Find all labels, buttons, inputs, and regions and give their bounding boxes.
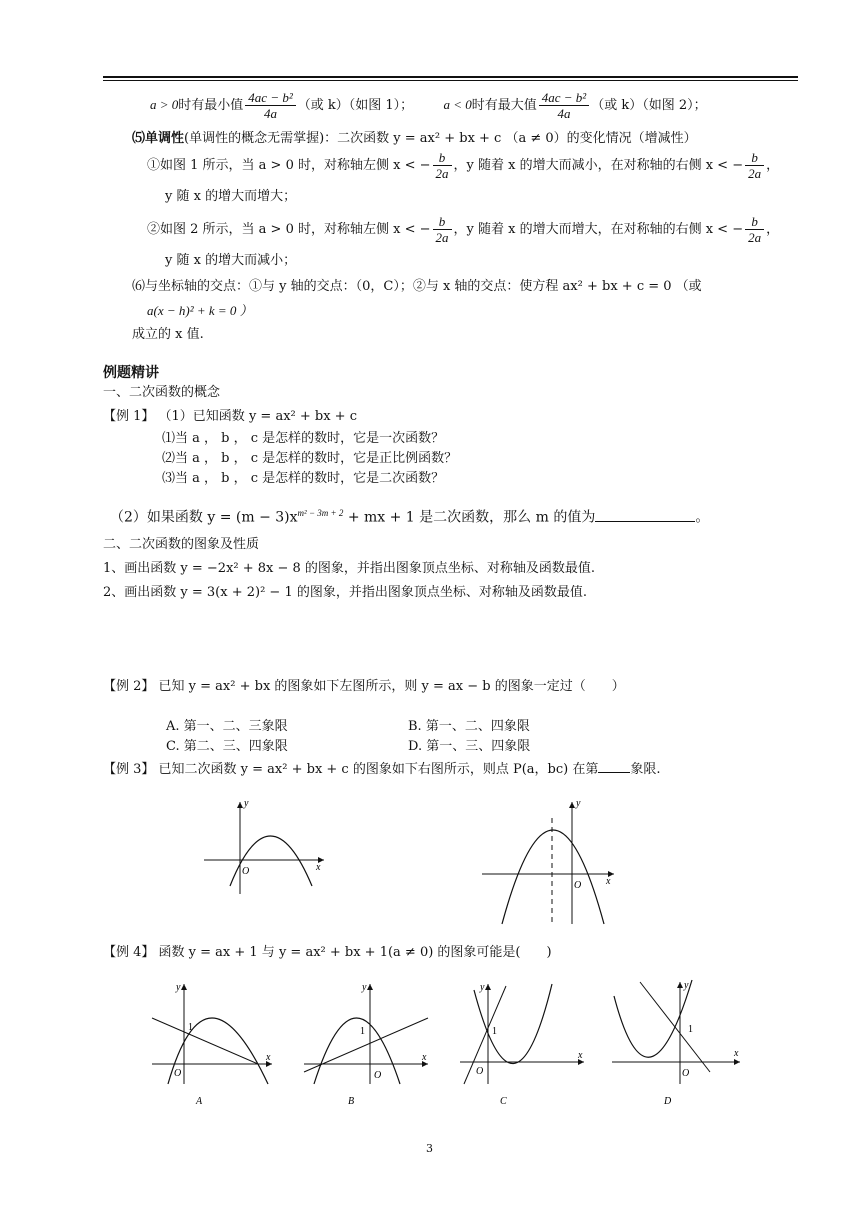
frac-2a-4: 2a — [748, 230, 762, 245]
figure-option-a[interactable] — [148, 980, 278, 1110]
option-label: C — [500, 1096, 507, 1107]
fraction-b-2a-3 — [433, 214, 452, 245]
fraction-b-2a — [433, 150, 452, 181]
mono1-text-d: y 随 x 的增大而增大； — [165, 189, 297, 204]
part1-title: 一、二次函数的概念 — [103, 385, 221, 400]
monotonic-line — [132, 130, 697, 148]
header-rule-thin — [103, 80, 798, 81]
header-rule — [103, 76, 798, 78]
mono2-text-d: y 随 x 的增大而减小； — [165, 253, 297, 268]
answer-blank-quadrant[interactable] — [598, 760, 630, 773]
ex1-p2-a: （2）如果函数 y = (m − 3)x — [110, 509, 298, 526]
figure-option-c[interactable] — [456, 980, 591, 1110]
parabola-curve — [168, 1018, 268, 1084]
frac-2a-2: 2a — [748, 166, 762, 181]
page-number: 3 — [426, 1142, 433, 1155]
origin-label: O — [242, 866, 250, 877]
figure-example3 — [478, 796, 628, 926]
y-label: y — [362, 982, 367, 993]
example1-head: 【例 1】 （1）已知函数 y = ax² + bx + c — [103, 409, 357, 424]
option-label: D — [664, 1096, 672, 1107]
option-label: A — [196, 1096, 203, 1107]
mono-case-2 — [147, 212, 779, 248]
x-label: x — [422, 1052, 427, 1063]
fraction-b-2a-2 — [745, 150, 764, 181]
y-label: y — [244, 798, 249, 809]
frac-b-2: b — [745, 150, 764, 166]
y-arrow-icon — [677, 982, 683, 988]
x-label: x — [266, 1052, 271, 1063]
y-label: y — [576, 798, 581, 809]
parabola-curve — [502, 830, 604, 924]
frac-b: b — [433, 150, 452, 166]
frac-b-3: b — [433, 214, 452, 230]
fraction-b-2a-4 — [745, 214, 764, 245]
parabola-curve — [474, 984, 552, 1064]
cond-a-neg: a < 0 — [443, 97, 472, 112]
frac-den: 4a — [264, 106, 278, 121]
task1: 1、画出函数 y = −2x² + 8x − 8 的图象，并指出图象顶点坐标、对称轴及函数最值. — [103, 561, 596, 576]
monotonic-rest: (单调性的概念无需掌握)：二次函数 y = ax² + bx + c （a ≠ 0）的变化情况（增减性） — [184, 131, 697, 146]
figure-option-d[interactable] — [608, 976, 748, 1110]
axis-intersection-tail: 成立的 x 值. — [132, 327, 204, 342]
option-label: B — [348, 1096, 355, 1107]
example2-option-b[interactable]: B. 第一、二、四象限 — [408, 719, 530, 734]
example3-tail: 象限. — [630, 762, 661, 777]
parabola-curve — [230, 836, 312, 886]
fraction-min — [245, 90, 295, 121]
mono2-text-a: ②如图 2 所示，当 a > 0 时，对称轴左侧 x < − — [147, 222, 431, 237]
origin-label: O — [574, 880, 582, 891]
mono1-text-a: ①如图 1 所示，当 a > 0 时，对称轴左侧 x < − — [147, 158, 431, 173]
min-text: 时有最小值 — [178, 98, 244, 113]
frac-2a-3: 2a — [435, 230, 449, 245]
answer-blank-m[interactable] — [595, 509, 695, 522]
origin-label: O — [374, 1070, 382, 1081]
origin-label: O — [476, 1066, 484, 1077]
max-text: 时有最大值 — [471, 98, 537, 113]
x-label: x — [734, 1048, 739, 1059]
line-graph — [640, 982, 710, 1072]
y-arrow-icon — [181, 984, 187, 990]
y-arrow-icon — [485, 984, 491, 990]
figure-option-b[interactable] — [300, 980, 440, 1110]
mono2-text-b: ，y 随着 x 的增大而增大，在对称轴的右侧 x < − — [453, 222, 744, 237]
example2-option-c[interactable]: C. 第二、三、四象限 — [166, 739, 288, 754]
example2-option-a[interactable]: A. 第一、二、三象限 — [166, 719, 288, 734]
example4-head: 【例 4】 函数 y = ax + 1 与 y = ax² + bx + 1(a ≠ 0) 的图象可能是( ) — [103, 945, 552, 960]
example2-option-d[interactable]: D. 第一、三、四象限 — [408, 739, 531, 754]
monotonic-label: ⑸单调性 — [132, 131, 185, 146]
cond-a-pos: a > 0 — [150, 97, 179, 112]
ex1-p2-exp: m² − 3m + 2 — [297, 508, 344, 518]
ex1-p2-b: + mx + 1 是二次函数，那么 m 的值为 — [343, 509, 596, 526]
intercept-label: 1 — [492, 1026, 497, 1037]
example2-head: 【例 2】 已知 y = ax² + bx 的图象如下左图所示，则 y = ax − b 的图象一定过（ ） — [103, 679, 625, 694]
x-arrow-icon — [734, 1059, 740, 1065]
example3-line — [103, 760, 661, 779]
ex1-p2-end: 。 — [695, 509, 710, 526]
example1-part2 — [110, 504, 709, 527]
frac-b-4: b — [745, 214, 764, 230]
y-arrow-icon — [237, 802, 243, 808]
intercept-label: 1 — [360, 1026, 365, 1037]
mono-case-1 — [147, 148, 779, 184]
fraction-max — [539, 90, 589, 121]
max-tail: （或 k）（如图 2）； — [591, 98, 707, 113]
mono1-text-b: ，y 随着 x 的增大而减小，在对称轴的右侧 x < − — [453, 158, 744, 173]
part2-title: 二、二次函数的图象及性质 — [103, 537, 260, 552]
mono2-text-c: ， — [766, 222, 780, 237]
task2: 2、画出函数 y = 3(x + 2)² − 1 的图象，并指出图象顶点坐标、对称轴及函数最值. — [103, 585, 587, 600]
x-label: x — [316, 862, 321, 873]
y-label: y — [176, 982, 181, 993]
x-label: x — [606, 876, 611, 887]
frac-den-2: 4a — [557, 106, 571, 121]
line-graph — [152, 1018, 258, 1064]
line-graph — [464, 986, 506, 1084]
intercept-label: 1 — [188, 1022, 193, 1033]
y-arrow-icon — [367, 984, 373, 990]
axis-intersection-line: ⑹与坐标轴的交点：①与 y 轴的交点：（0，C）；②与 x 轴的交点：使方程 ax² + bx + c = 0 （或 — [132, 279, 702, 294]
example1-q1: ⑴当 a ， b ， c 是怎样的数时，它是一次函数？ — [162, 431, 445, 446]
axis-intersection-formula: a(x − h)² + k = 0 ） — [147, 303, 253, 318]
frac-2a: 2a — [435, 166, 449, 181]
example1-q2: ⑵当 a ， b ， c 是怎样的数时，它是正比例函数？ — [162, 451, 458, 466]
origin-label: O — [682, 1068, 690, 1079]
mono1-text-c: ， — [766, 158, 780, 173]
example1-q3: ⑶当 a ， b ， c 是怎样的数时，它是二次函数？ — [162, 471, 445, 486]
y-label: y — [480, 982, 485, 993]
frac-num-2: 4ac − b² — [539, 90, 589, 106]
y-arrow-icon — [569, 802, 575, 808]
figure-example2 — [200, 796, 340, 896]
origin-label: O — [174, 1068, 182, 1079]
y-label: y — [684, 980, 689, 991]
frac-num: 4ac − b² — [245, 90, 295, 106]
x-label: x — [578, 1050, 583, 1061]
example3-head: 【例 3】 已知二次函数 y = ax² + bx + c 的图象如下右图所示，则点 P(a，bc) 在第 — [103, 762, 599, 777]
max-min-line — [150, 88, 707, 123]
parabola-curve — [314, 1018, 400, 1084]
intercept-label: 1 — [688, 1024, 693, 1035]
section-title: 例题精讲 — [103, 365, 159, 381]
min-tail: （或 k）（如图 1）； — [297, 98, 414, 113]
